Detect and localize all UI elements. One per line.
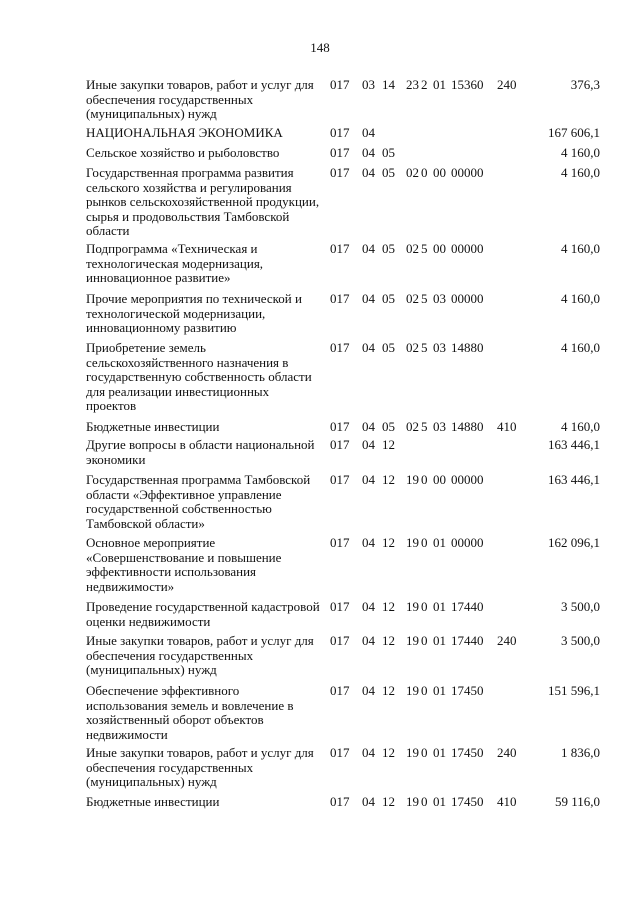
cell-amount: 4 160,0 [561, 291, 600, 306]
cell-dir: 17450 [451, 794, 484, 809]
cell-ministry: 017 [330, 165, 350, 180]
cell-dir: 00000 [451, 165, 484, 180]
cell-section: 04 [362, 340, 375, 355]
cell-amount: 163 446,1 [548, 472, 600, 487]
cell-amount: 162 096,1 [548, 535, 600, 550]
cell-desc: Проведение государственной кадастровой оценки недвижимости [86, 599, 320, 629]
cell-dir: 14880 [451, 419, 484, 434]
cell-desc: Обеспечение эффективного использования земель и вовлечение в хозяйственный оборот объектов недвижимости [86, 683, 294, 742]
cell-vr: 240 [497, 77, 517, 92]
cell-amount: 4 160,0 [561, 241, 600, 256]
cell-sub: 0 [421, 472, 428, 487]
cell-dir: 00000 [451, 472, 484, 487]
cell-dir: 17450 [451, 683, 484, 698]
cell-section: 03 [362, 77, 375, 92]
cell-sub: 5 [421, 291, 428, 306]
cell-dir: 17440 [451, 633, 484, 648]
cell-ministry: 017 [330, 419, 350, 434]
cell-dir: 00000 [451, 241, 484, 256]
cell-main: 01 [433, 77, 446, 92]
cell-prog: 02 [406, 340, 419, 355]
cell-prog: 19 [406, 472, 419, 487]
cell-prog: 02 [406, 419, 419, 434]
cell-amount: 4 160,0 [561, 165, 600, 180]
cell-ministry: 017 [330, 683, 350, 698]
cell-prog: 02 [406, 291, 419, 306]
cell-main: 01 [433, 745, 446, 760]
cell-subsection: 05 [382, 145, 395, 160]
cell-desc: Прочие мероприятия по технической и технологической модернизации, инновационному развитию [86, 291, 302, 336]
cell-vr: 240 [497, 633, 517, 648]
cell-desc: Иные закупки товаров, работ и услуг для обеспечения государственных (муниципальных) нужд [86, 77, 314, 122]
cell-prog: 23 [406, 77, 419, 92]
cell-amount: 151 596,1 [548, 683, 600, 698]
cell-main: 01 [433, 683, 446, 698]
cell-subsection: 12 [382, 794, 395, 809]
cell-desc: Основное мероприятие «Совершенствование и повышение эффективности использования недвижимости» [86, 535, 282, 594]
cell-ministry: 017 [330, 241, 350, 256]
cell-ministry: 017 [330, 340, 350, 355]
cell-section: 04 [362, 472, 375, 487]
cell-sub: 0 [421, 599, 428, 614]
cell-dir: 17450 [451, 745, 484, 760]
cell-main: 01 [433, 794, 446, 809]
cell-dir: 00000 [451, 535, 484, 550]
cell-subsection: 12 [382, 633, 395, 648]
cell-section: 04 [362, 437, 375, 452]
cell-ministry: 017 [330, 437, 350, 452]
cell-sub: 2 [421, 77, 428, 92]
cell-dir: 15360 [451, 77, 484, 92]
cell-main: 03 [433, 291, 446, 306]
cell-main: 03 [433, 340, 446, 355]
cell-section: 04 [362, 145, 375, 160]
cell-ministry: 017 [330, 125, 350, 140]
cell-subsection: 12 [382, 683, 395, 698]
cell-subsection: 05 [382, 291, 395, 306]
cell-main: 00 [433, 472, 446, 487]
cell-desc: Подпрограмма «Техническая и технологическая модернизация, инновационное развитие» [86, 241, 264, 286]
cell-ministry: 017 [330, 745, 350, 760]
cell-desc: Иные закупки товаров, работ и услуг для обеспечения государственных (муниципальных) нужд [86, 745, 314, 790]
cell-ministry: 017 [330, 145, 350, 160]
cell-amount: 1 836,0 [561, 745, 600, 760]
cell-prog: 02 [406, 241, 419, 256]
cell-vr: 240 [497, 745, 517, 760]
cell-sub: 5 [421, 241, 428, 256]
cell-desc: НАЦИОНАЛЬНАЯ ЭКОНОМИКА [86, 125, 283, 140]
cell-main: 03 [433, 419, 446, 434]
cell-desc: Иные закупки товаров, работ и услуг для обеспечения государственных (муниципальных) нужд [86, 633, 314, 678]
cell-amount: 4 160,0 [561, 419, 600, 434]
cell-subsection: 14 [382, 77, 395, 92]
cell-section: 04 [362, 125, 375, 140]
cell-main: 01 [433, 535, 446, 550]
cell-amount: 167 606,1 [548, 125, 600, 140]
cell-amount: 4 160,0 [561, 340, 600, 355]
cell-section: 04 [362, 241, 375, 256]
cell-subsection: 05 [382, 419, 395, 434]
cell-subsection: 05 [382, 241, 395, 256]
cell-main: 01 [433, 633, 446, 648]
cell-amount: 59 116,0 [554, 794, 600, 809]
cell-main: 00 [433, 241, 446, 256]
cell-sub: 0 [421, 633, 428, 648]
cell-section: 04 [362, 535, 375, 550]
cell-section: 04 [362, 745, 375, 760]
cell-sub: 0 [421, 535, 428, 550]
cell-subsection: 12 [382, 437, 395, 452]
cell-section: 04 [362, 633, 375, 648]
cell-ministry: 017 [330, 291, 350, 306]
cell-prog: 19 [406, 633, 419, 648]
cell-desc: Бюджетные инвестиции [86, 419, 220, 434]
cell-sub: 0 [421, 165, 428, 180]
cell-prog: 19 [406, 535, 419, 550]
cell-amount: 376,3 [570, 77, 600, 92]
cell-section: 04 [362, 291, 375, 306]
cell-desc: Приобретение земель сельскохозяйственного назначения в государственную собственность области для реализации инвестиционных проектов [86, 340, 312, 414]
cell-amount: 3 500,0 [561, 633, 600, 648]
cell-prog: 19 [406, 745, 419, 760]
cell-prog: 19 [406, 683, 419, 698]
cell-section: 04 [362, 599, 375, 614]
cell-sub: 0 [421, 794, 428, 809]
cell-sub: 5 [421, 340, 428, 355]
cell-ministry: 017 [330, 535, 350, 550]
cell-desc: Бюджетные инвестиции [86, 794, 220, 809]
cell-dir: 17440 [451, 599, 484, 614]
cell-subsection: 12 [382, 599, 395, 614]
cell-amount: 3 500,0 [561, 599, 600, 614]
cell-ministry: 017 [330, 472, 350, 487]
cell-sub: 0 [421, 683, 428, 698]
cell-amount: 4 160,0 [561, 145, 600, 160]
cell-subsection: 05 [382, 165, 395, 180]
cell-subsection: 12 [382, 535, 395, 550]
cell-dir: 14880 [451, 340, 484, 355]
cell-amount: 163 446,1 [548, 437, 600, 452]
cell-section: 04 [362, 794, 375, 809]
cell-desc: Сельское хозяйство и рыболовство [86, 145, 280, 160]
cell-section: 04 [362, 683, 375, 698]
cell-subsection: 12 [382, 745, 395, 760]
cell-ministry: 017 [330, 599, 350, 614]
cell-main: 01 [433, 599, 446, 614]
cell-dir: 00000 [451, 291, 484, 306]
cell-sub: 0 [421, 745, 428, 760]
cell-desc: Государственная программа Тамбовской области «Эффективное управление государственной собственностью Тамбовской области» [86, 472, 311, 531]
cell-prog: 19 [406, 599, 419, 614]
cell-ministry: 017 [330, 633, 350, 648]
cell-vr: 410 [497, 794, 517, 809]
cell-sub: 5 [421, 419, 428, 434]
cell-ministry: 017 [330, 794, 350, 809]
cell-subsection: 12 [382, 472, 395, 487]
cell-main: 00 [433, 165, 446, 180]
cell-prog: 19 [406, 794, 419, 809]
cell-desc: Другие вопросы в области национальной экономики [86, 437, 315, 467]
cell-ministry: 017 [330, 77, 350, 92]
page-number: 148 [310, 40, 330, 55]
cell-section: 04 [362, 419, 375, 434]
cell-prog: 02 [406, 165, 419, 180]
cell-section: 04 [362, 165, 375, 180]
cell-desc: Государственная программа развития сельского хозяйства и регулирования рынков сельскохозяйственной продукции, сырья и продовольствия Тамбовской области [86, 165, 320, 239]
cell-subsection: 05 [382, 340, 395, 355]
cell-vr: 410 [497, 419, 517, 434]
